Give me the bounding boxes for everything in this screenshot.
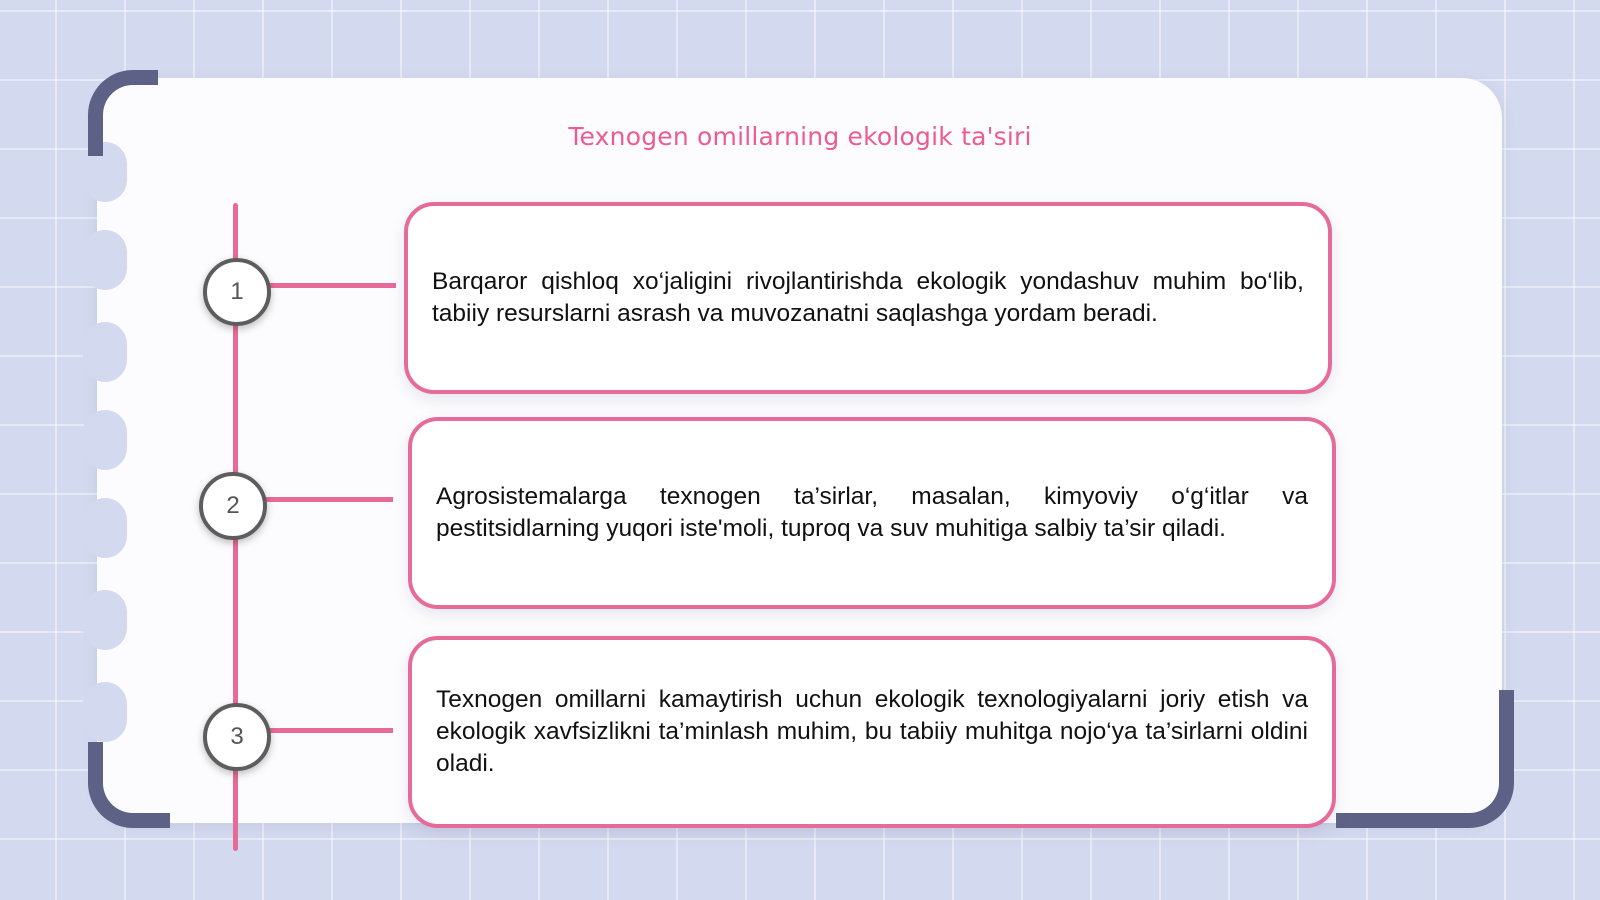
info-card-text: Texnogen omillarni kamaytirish uchun ekologik texnologiyalarni joriy etish va ekologik xavfsizlikni ta’minlash muhim, bu tabiiy muhitga nojo‘ya ta’sirlarni oldini oladi. [436, 686, 1308, 777]
step-number-badge [203, 258, 271, 326]
step-number: 1 [230, 278, 244, 305]
timeline-connector [264, 728, 393, 733]
step-number-badge [203, 703, 271, 771]
info-card [408, 417, 1336, 609]
step-number-badge [199, 472, 267, 540]
binder-notch [83, 498, 127, 558]
info-card-text: Barqaror qishloq xo‘jaligini rivojlantirishda ekologik yondashuv muhim bo‘lib, tabiiy resurslarni asrash va muvozanatni saqlashga yordam beradi. [432, 268, 1304, 327]
binder-notch [83, 322, 127, 382]
step-number: 3 [230, 723, 244, 750]
info-card-text: Agrosistemalarga texnogen ta’sirlar, masalan, kimyoviy o‘g‘itlar va pestitsidlarning yuqori iste'moli, tuproq va suv muhitiga salbiy ta’sir qiladi. [436, 483, 1308, 542]
binder-notch [83, 410, 127, 470]
binder-notch [83, 230, 127, 290]
frame-corner-top-left [88, 70, 158, 156]
timeline-connector [261, 497, 393, 502]
info-card [404, 202, 1332, 394]
binder-notch [83, 590, 127, 650]
timeline-connector [264, 283, 396, 288]
step-number: 2 [226, 492, 240, 519]
frame-corner-bottom-left [88, 742, 170, 828]
slide-title: Texnogen omillarning ekologik ta'siri [568, 122, 1032, 151]
info-card [408, 636, 1336, 828]
frame-corner-bottom-right [1336, 690, 1514, 828]
binder-notch [83, 682, 127, 742]
